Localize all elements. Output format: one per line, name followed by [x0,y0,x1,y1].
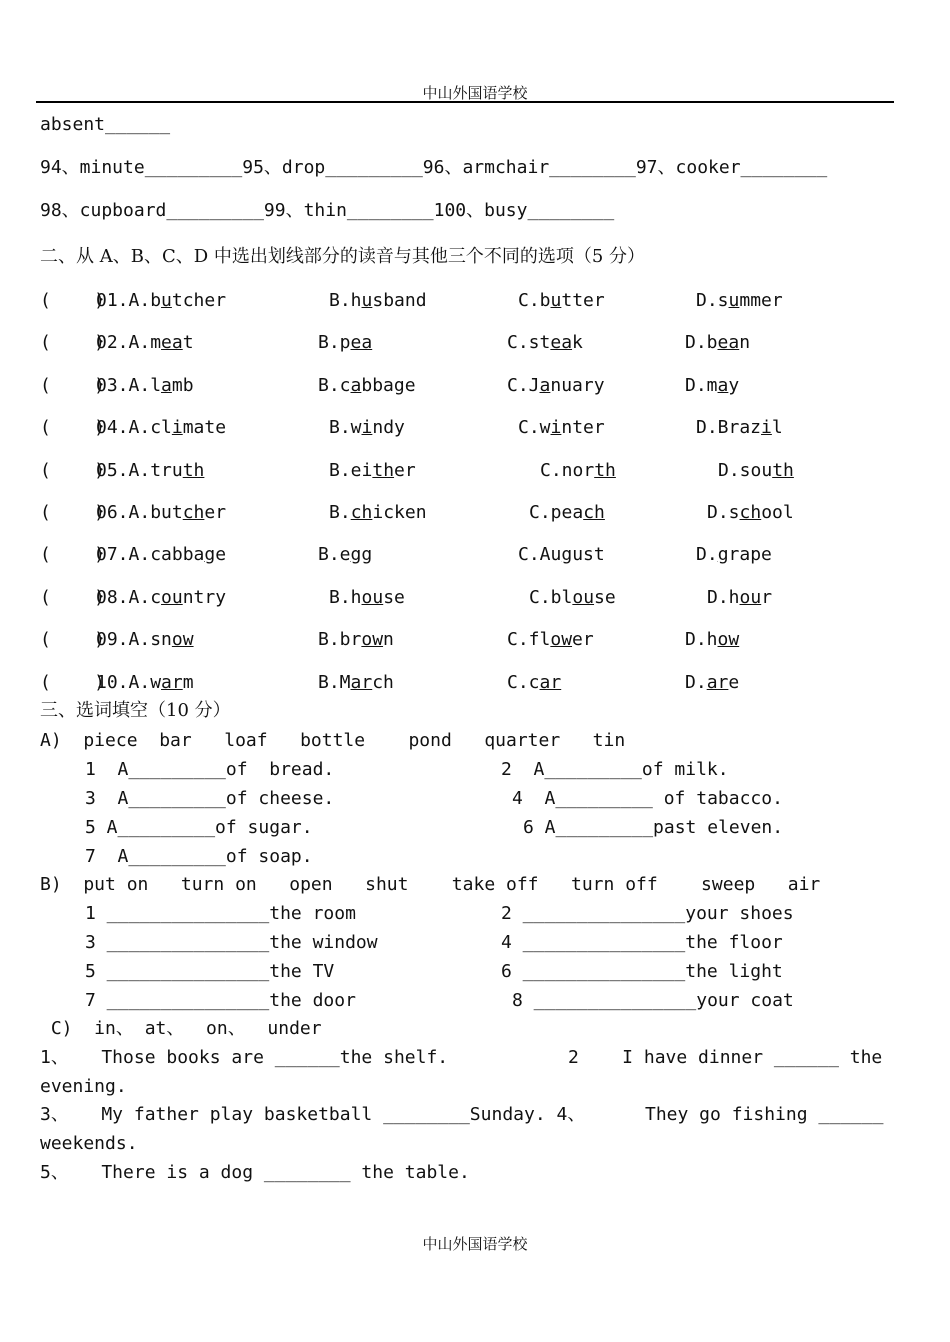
answer-parentheses: ( ) [40,587,106,608]
section2-title: 二、从 A、B、C、D 中选出划线部分的读音与其他三个不同的选项（5 分） [40,246,646,267]
underlined-sound: ch [739,502,762,523]
answer-parentheses: ( ) [40,502,106,523]
C-item-4-continued: weekends. [40,1133,138,1154]
underlined-sound: ea [717,332,740,353]
underlined-sound: ea [350,332,373,353]
option-b [329,290,427,312]
option-text: D.Braz [696,417,762,438]
underlined-sound: ou [739,587,762,608]
option-b [318,629,394,651]
option-c [529,587,616,609]
option-text: B.h [329,587,362,608]
option-text: cabba [150,544,205,565]
option-text: nter [561,417,605,438]
option-text: B.e [318,544,351,565]
option-text: tter [561,290,605,311]
underlined-sound: th [772,460,794,481]
option-text: rape [728,544,772,565]
option-text: B. [329,502,351,523]
option-b [329,502,427,524]
B-item-5: 5 _______________the TV [85,961,335,982]
footer-school: 中山外国语学校 [422,1235,528,1253]
option-text: C.Au [518,544,562,565]
B-item-1: 1 _______________the room [85,903,356,924]
C-item-1: 1、 Those books are ______the shelf. [40,1047,449,1068]
option-text: mmer [739,290,783,311]
option-text: B.M [318,672,351,693]
B-item-6: 6 _______________the light [501,961,783,982]
underlined-sound: a [350,375,362,396]
option-text: D.h [685,629,718,650]
vocab-line-1: absent______ [40,114,171,135]
option-text: tru [150,460,183,481]
option-a [96,502,226,524]
underlined-sound: i [550,417,562,438]
option-text: se [594,587,616,608]
option-text: icken [372,502,427,523]
underlined-sound: ch [350,502,373,523]
answer-parentheses: ( ) [40,460,106,481]
option-a [96,332,194,354]
option-text: C.nor [540,460,595,481]
option-text: b [150,290,162,311]
option-text: n [739,332,751,353]
underlined-sound: ar [539,672,562,693]
C-item-3: 3、 My father play basketball ________Sunday. 4、 [40,1104,586,1125]
A-item-1: 1 A_________of bread. [85,759,335,780]
underlined-sound: ar [161,672,183,693]
underlined-sound: u [361,290,373,311]
underlined-sound: ea [550,332,573,353]
option-text: bbage [361,375,416,396]
option-d [685,332,750,354]
option-text: er [394,460,416,481]
underlined-sound: i [761,417,772,438]
option-b [318,544,372,566]
option-c [507,629,594,651]
option-a [96,460,204,482]
option-text: er [204,502,227,523]
C-item-4: They go fishing ______ [645,1104,884,1125]
option-text: r [761,587,773,608]
option-d [696,544,772,566]
option-c [540,460,616,482]
option-text: e [215,544,227,565]
A-item-4: 4 A_________ of tabacco. [512,788,783,809]
option-d [718,460,794,482]
option-b [329,587,405,609]
answer-parentheses: ( ) [40,544,106,565]
option-b [318,672,394,694]
option-a [96,544,226,566]
option-text: but [150,502,183,523]
option-a [96,290,226,312]
item-number: 10.A. [96,672,151,693]
option-text: sn [150,629,172,650]
option-text: ool [761,502,794,523]
option-text: D. [696,544,718,565]
underlined-sound: a [717,375,729,396]
underlined-sound: g [717,544,729,565]
item-number: 08.A. [96,587,151,608]
B-item-2: 2 _______________your shoes [501,903,794,924]
answer-parentheses: ( ) [40,417,106,438]
underlined-sound: ou [361,587,384,608]
A-item-5: 5 A_________of sugar. [85,817,313,838]
option-b [318,375,416,397]
vocab-line-3: 98、cupboard_________99、thin________100、busy________ [40,200,615,221]
option-text: mb [171,375,194,396]
underlined-sound: i [361,417,373,438]
option-text: B.w [329,417,362,438]
underlined-sound: g [561,544,573,565]
B-item-8: 8 _______________your coat [512,990,794,1011]
underlined-sound: a [161,375,172,396]
item-number: 04.A. [96,417,151,438]
option-b [329,417,405,439]
option-d [685,629,739,651]
option-c [518,290,605,312]
option-text: D.h [707,587,740,608]
underlined-sound: th [182,460,205,481]
item-number: 07.A. [96,544,151,565]
option-text: C.c [507,672,540,693]
C-item-2-continued: evening. [40,1076,127,1097]
option-text: D.b [685,332,718,353]
option-text: B.p [318,332,351,353]
option-text: C.pea [529,502,584,523]
option-text: D. [685,672,707,693]
B-item-7: 7 _______________the door [85,990,356,1011]
underlined-sound: ow [361,629,384,650]
option-d [696,290,783,312]
option-d [685,672,739,694]
option-text: w [150,672,162,693]
item-number: 03.A. [96,375,151,396]
answer-parentheses: ( ) [40,629,106,650]
underlined-sound: g [350,544,362,565]
option-text: B.br [318,629,362,650]
option-text: B.h [329,290,362,311]
sectionB-word-bank: B) put on turn on open shut take off turn off sweep air [40,874,821,895]
option-d [707,502,794,524]
underlined-sound: ea [161,332,183,353]
header-school: 中山外国语学校 [422,84,528,102]
option-text: C.b [518,290,551,311]
A-item-3: 3 A_________of cheese. [85,788,335,809]
option-a [96,587,226,609]
underlined-sound: ow [550,629,573,650]
underlined-sound: ch [182,502,205,523]
option-a [96,629,194,651]
option-c [507,375,605,397]
option-text: B.ei [329,460,373,481]
section3-title: 三、选词填空（10 分） [40,700,231,721]
option-text: mate [182,417,227,438]
option-text: k [572,332,583,353]
item-number: 06.A. [96,502,151,523]
option-text: g [361,544,373,565]
sectionA-word-bank: A) piece bar loaf bottle pond quarter tin [40,730,626,751]
item-number: 09.A. [96,629,151,650]
answer-parentheses: ( ) [40,290,106,311]
underlined-sound: ou [572,587,595,608]
option-text: C.fl [507,629,551,650]
answer-parentheses: ( ) [40,672,106,693]
underlined-sound: g [204,544,216,565]
option-c [518,417,605,439]
option-a [96,375,194,397]
option-text: n [383,629,394,650]
option-b [318,332,372,354]
option-text: B.c [318,375,351,396]
option-text: C.st [507,332,551,353]
option-text: c [150,587,162,608]
option-text: D.sou [718,460,773,481]
option-text: tcher [171,290,227,311]
underlined-sound: u [728,290,740,311]
item-number: 02.A. [96,332,151,353]
option-b [329,460,416,482]
underlined-sound: ow [171,629,194,650]
A-item-7: 7 A_________of soap. [85,846,313,867]
option-text: e [728,672,740,693]
option-c [507,672,561,694]
option-text: ndy [372,417,405,438]
underlined-sound: ou [161,587,183,608]
option-d [685,375,739,397]
option-text: cl [150,417,172,438]
option-text: C.J [507,375,540,396]
option-text: ch [372,672,394,693]
C-item-2: 2 I have dinner ______ the [568,1047,883,1068]
option-text: C.w [518,417,551,438]
B-item-4: 4 _______________the floor [501,932,783,953]
underlined-sound: ar [350,672,373,693]
option-d [707,587,772,609]
underlined-sound: th [594,460,616,481]
sectionC-word-bank: C) in、 at、 on、 under [40,1018,322,1039]
option-text: se [383,587,405,608]
option-text: nuary [550,375,605,396]
underlined-sound: u [161,290,172,311]
option-text: ntry [182,587,227,608]
answer-parentheses: ( ) [40,332,106,353]
underlined-sound: th [372,460,395,481]
option-text: er [572,629,594,650]
A-item-6: 6 A_________past eleven. [523,817,784,838]
option-text: t [182,332,194,353]
answer-parentheses: ( ) [40,375,106,396]
option-text: C.bl [529,587,573,608]
B-item-3: 3 _______________the window [85,932,378,953]
option-text: m [150,332,162,353]
option-text: sband [372,290,427,311]
option-text: D.s [707,502,740,523]
option-a [96,417,226,439]
option-c [518,544,605,566]
item-number: 05.A. [96,460,151,481]
C-item-5: 5、 There is a dog ________ the table. [40,1162,470,1183]
option-a [96,672,194,694]
underlined-sound: u [550,290,562,311]
underlined-sound: ow [717,629,740,650]
underlined-sound: a [539,375,551,396]
option-text: m [182,672,194,693]
option-text: D.m [685,375,718,396]
option-c [507,332,583,354]
underlined-sound: ar [706,672,729,693]
item-number: 01.A. [96,290,151,311]
vocab-line-2: 94、minute_________95、drop_________96、armchair________97、cooker________ [40,157,828,178]
option-text: l [150,375,162,396]
option-text: ust [572,544,605,565]
option-text: D.s [696,290,729,311]
underlined-sound: ch [583,502,605,523]
A-item-2: 2 A_________of milk. [501,759,729,780]
option-c [529,502,605,524]
option-d [696,417,783,439]
option-text: l [771,417,783,438]
header-rule [36,101,894,103]
underlined-sound: i [171,417,183,438]
option-text: y [728,375,740,396]
